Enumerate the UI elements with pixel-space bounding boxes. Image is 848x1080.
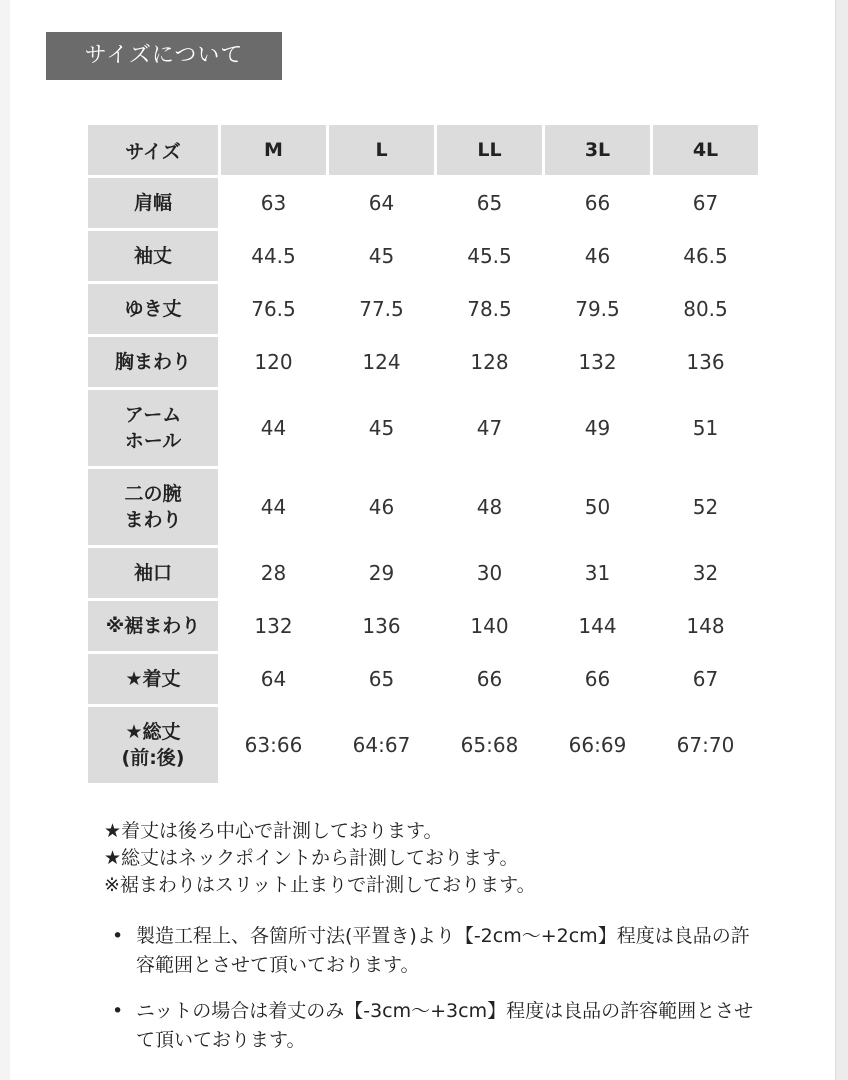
table-cell: 49: [545, 390, 650, 466]
table-cell: 136: [653, 337, 758, 387]
table-cell: 65: [437, 178, 542, 228]
table-cell: 32: [653, 548, 758, 598]
table-cell: 30: [437, 548, 542, 598]
table-cell: 136: [329, 601, 434, 651]
table-cell: 67: [653, 178, 758, 228]
column-header-ll: LL: [437, 125, 542, 175]
table-cell: 31: [545, 548, 650, 598]
table-cell: 46.5: [653, 231, 758, 281]
section-title: サイズについて: [46, 32, 282, 80]
table-cell: 80.5: [653, 284, 758, 334]
table-cell: 67:70: [653, 707, 758, 783]
table-cell: 44: [221, 469, 326, 545]
table-cell: 66: [545, 654, 650, 704]
row-label-line: まわり: [124, 509, 182, 531]
table-row: [88, 654, 758, 704]
table-cell: 67: [653, 654, 758, 704]
table-cell: 45: [329, 390, 434, 466]
table-cell: 65:68: [437, 707, 542, 783]
table-cell: 120: [221, 337, 326, 387]
row-label-line: ホール: [124, 430, 182, 452]
table-cell: 65: [329, 654, 434, 704]
row-label: 袖口: [88, 548, 218, 598]
table-cell: 44: [221, 390, 326, 466]
table-cell: 64: [221, 654, 326, 704]
table-cell: 45.5: [437, 231, 542, 281]
table-row: [88, 178, 758, 228]
note-line: ★総丈はネックポイントから計測しております。: [104, 847, 519, 869]
table-cell: 66: [545, 178, 650, 228]
table-row: [88, 469, 758, 545]
list-item: [108, 997, 758, 1055]
table-row: [88, 601, 758, 651]
table-cell: 64:67: [329, 707, 434, 783]
list-item: [108, 922, 758, 980]
table-cell: 47: [437, 390, 542, 466]
table-cell: 144: [545, 601, 650, 651]
table-row: [88, 337, 758, 387]
row-label-line: 二の腕: [124, 483, 182, 505]
table-row: [88, 284, 758, 334]
table-cell: 132: [221, 601, 326, 651]
table-cell: 132: [545, 337, 650, 387]
table-cell: 79.5: [545, 284, 650, 334]
table-cell: 76.5: [221, 284, 326, 334]
table-cell: 51: [653, 390, 758, 466]
table-cell: 66: [437, 654, 542, 704]
table-row: [88, 707, 758, 783]
table-cell: 128: [437, 337, 542, 387]
size-table: [85, 122, 761, 786]
table-cell: 77.5: [329, 284, 434, 334]
table-cell: 66:69: [545, 707, 650, 783]
table-row: [88, 548, 758, 598]
table-cell: 46: [545, 231, 650, 281]
measurement-notes: [104, 818, 764, 899]
table-cell: 78.5: [437, 284, 542, 334]
row-label: 袖丈: [88, 231, 218, 281]
row-label: [88, 390, 218, 466]
table-cell: 48: [437, 469, 542, 545]
note-line: ★着丈は後ろ中心で計測しております。: [104, 820, 443, 842]
row-label: [88, 707, 218, 783]
column-header-3l: 3L: [545, 125, 650, 175]
column-header-m: M: [221, 125, 326, 175]
table-cell: 124: [329, 337, 434, 387]
row-label: ゆき丈: [88, 284, 218, 334]
column-header-l: L: [329, 125, 434, 175]
table-row: [88, 231, 758, 281]
table-row: [88, 390, 758, 466]
row-label-line: アーム: [124, 404, 182, 426]
row-label: 胸まわり: [88, 337, 218, 387]
bullet-dot-icon: •: [112, 1000, 124, 1022]
list-item-text: 製造工程上、各箇所寸法(平置き)より【-2cm～+2cm】程度は良品の許容範囲とさせて頂いております。: [136, 925, 750, 976]
row-label-line: (前:後): [121, 747, 185, 769]
row-label: ※裾まわり: [88, 601, 218, 651]
table-header-row: [88, 125, 758, 175]
bullet-dot-icon: •: [112, 925, 124, 947]
row-label-line: ★総丈: [125, 721, 181, 743]
tolerance-list: [108, 922, 758, 1072]
table-cell: 63:66: [221, 707, 326, 783]
row-label: [88, 469, 218, 545]
table-cell: 44.5: [221, 231, 326, 281]
table-cell: 45: [329, 231, 434, 281]
left-frame-edge: [0, 0, 10, 1080]
note-line: ※裾まわりはスリット止まりで計測しております。: [104, 874, 536, 896]
row-label: ★着丈: [88, 654, 218, 704]
table-cell: 50: [545, 469, 650, 545]
table-cell: 64: [329, 178, 434, 228]
column-header-4l: 4L: [653, 125, 758, 175]
table-cell: 46: [329, 469, 434, 545]
table-cell: 140: [437, 601, 542, 651]
table-cell: 28: [221, 548, 326, 598]
table-cell: 52: [653, 469, 758, 545]
row-label: 肩幅: [88, 178, 218, 228]
right-scroll-edge: [835, 0, 848, 1080]
list-item-text: ニットの場合は着丈のみ【-3cm～+3cm】程度は良品の許容範囲とさせて頂いております。: [136, 1000, 754, 1051]
table-corner-label: サイズ: [88, 125, 218, 175]
table-cell: 63: [221, 178, 326, 228]
table-cell: 29: [329, 548, 434, 598]
table-cell: 148: [653, 601, 758, 651]
